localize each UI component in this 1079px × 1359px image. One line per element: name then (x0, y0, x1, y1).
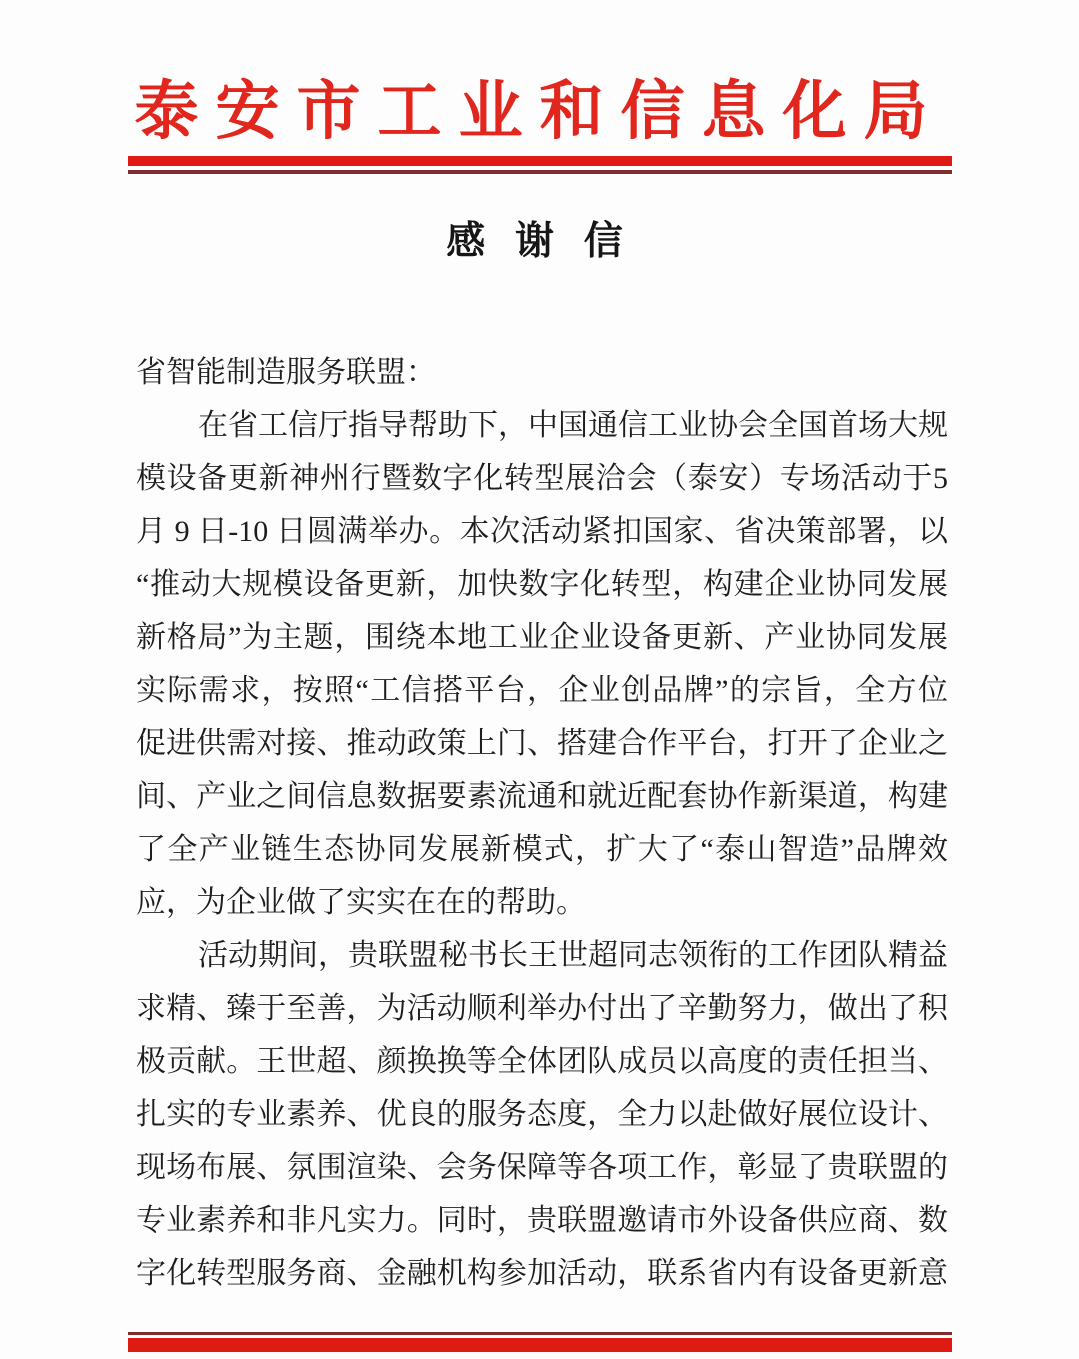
body-line: 活动期间，贵联盟秘书长王世超同志领衔的工作团队精益 (198, 939, 948, 972)
body-line: 在省工信厅指导帮助下，中国通信工业协会全国首场大规 (198, 409, 948, 442)
body-line: 省智能制造服务联盟： (136, 356, 436, 389)
footer-rule-thick (128, 1338, 952, 1352)
header-rule-thick (128, 156, 952, 166)
footer-rule-thin (128, 1332, 952, 1335)
body-line: 模设备更新神州行暨数字化转型展洽会（泰安）专场活动于5 (136, 462, 948, 495)
body-line: 现场布展、氛围渲染、会务保障等各项工作，彰显了贵联盟的 (136, 1151, 948, 1184)
letter-body (136, 346, 948, 1300)
body-line: 极贡献。王世超、颜换换等全体团队成员以高度的责任担当、 (136, 1045, 948, 1078)
body-line: 促进供需对接、推动政策上门、搭建合作平台，打开了企业之 (136, 727, 948, 760)
body-line: 了全产业链生态协同发展新模式，扩大了“泰山智造”品牌效 (136, 833, 948, 866)
body-line: 应，为企业做了实实在在的帮助。 (136, 886, 586, 919)
body-line: 专业素养和非凡实力。同时，贵联盟邀请市外设备供应商、数 (136, 1204, 948, 1237)
body-line: 字化转型服务商、金融机构参加活动，联系省内有设备更新意 (136, 1257, 948, 1290)
letter-title: 感 谢 信 (446, 220, 633, 263)
body-line: 实际需求，按照“工信搭平台，企业创品牌”的宗旨，全方位 (136, 674, 948, 707)
body-line: 求精、臻于至善，为活动顺利举办付出了辛勤努力，做出了积 (136, 992, 948, 1025)
body-line: “推动大规模设备更新，加快数字化转型，构建企业协同发展 (136, 568, 948, 601)
org-name-heading: 泰安市工业和信息化局 (134, 76, 945, 147)
header-rule-thin (128, 170, 952, 174)
body-line: 扎实的专业素养、优良的服务态度，全力以赴做好展位设计、 (136, 1098, 948, 1131)
body-line: 新格局”为主题，围绕本地工业企业设备更新、产业协同发展 (136, 621, 948, 654)
body-line: 月 9 日-10 日圆满举办。本次活动紧扣国家、省决策部署，以 (136, 515, 948, 548)
body-line: 间、产业之间信息数据要素流通和就近配套协作新渠道，构建 (136, 780, 948, 813)
